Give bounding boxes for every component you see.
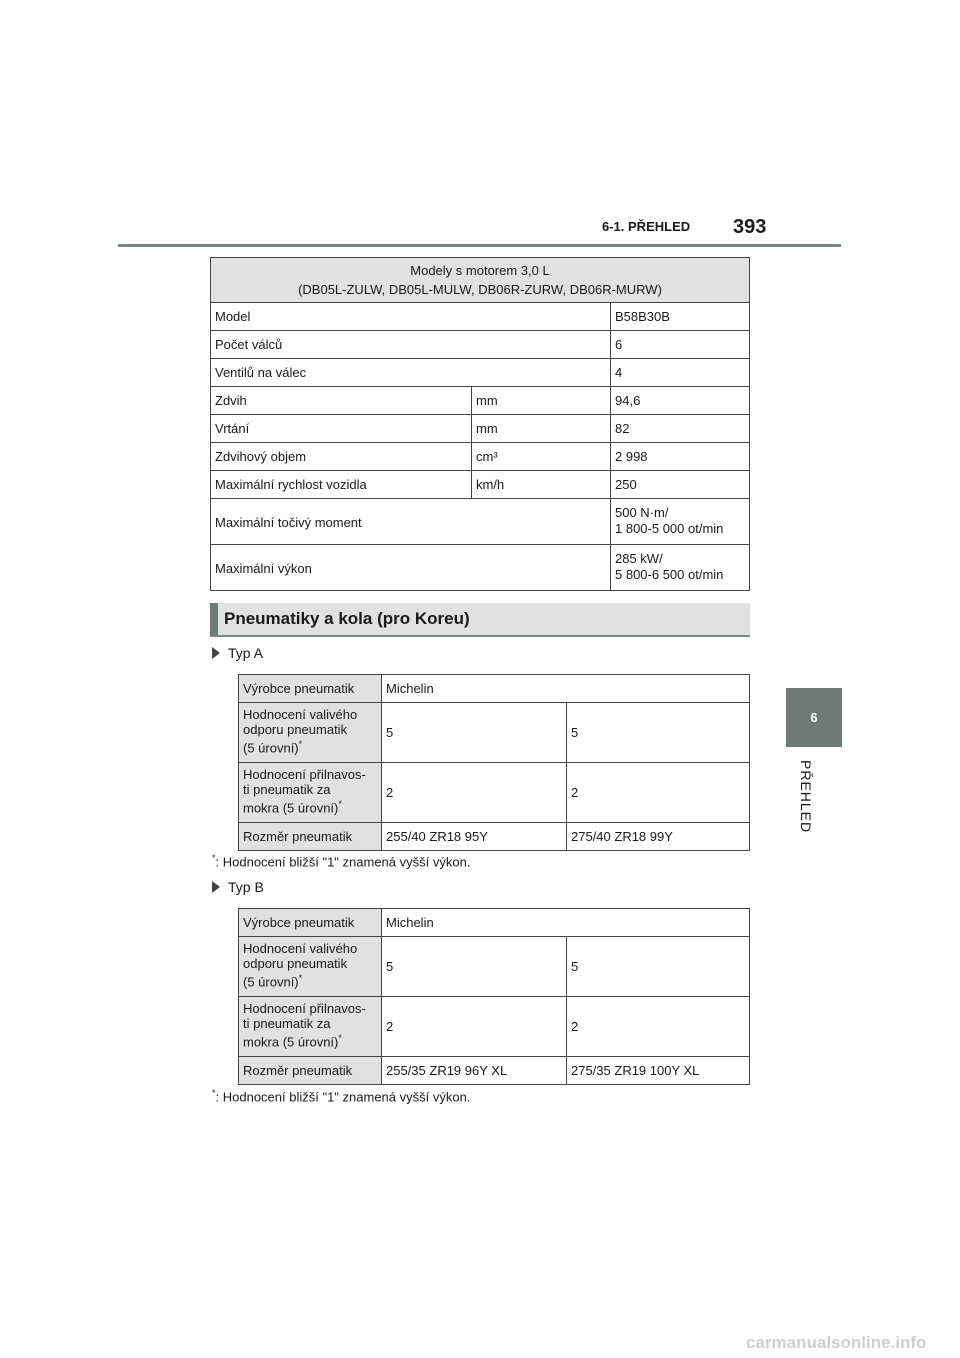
value-line2: 5 800-6 500 ot/min [615,567,724,582]
row-value [611,499,750,545]
footnote-marker: * [338,1033,342,1043]
rolling-rear-value: 5 [567,703,750,763]
row-unit: km/h [472,471,611,499]
value-line1: 285 kW/ [615,551,663,566]
table-row [211,415,750,443]
wet-grip-label [239,997,382,1057]
table-row [239,703,750,763]
row-value: 2 998 [611,443,750,471]
footnote-text: : Hodnocení bližší "1" znamená vyšší výkon. [215,1089,471,1105]
tire-size-rear: 275/40 ZR18 99Y [567,823,750,851]
table-row [239,937,750,997]
section-heading [210,603,750,637]
rolling-front-value: 5 [382,703,567,763]
rolling-resistance-label [239,703,382,763]
engine-spec-table [210,257,750,591]
manufacturer-value: Michelin [382,675,750,703]
row-label: Model [211,303,611,331]
triangle-bullet-icon [212,881,220,893]
row-value [611,545,750,591]
type-a-label [212,645,263,661]
label-line3: (5 úrovní) [243,740,299,756]
triangle-bullet-icon [212,647,220,659]
table-row [239,909,750,937]
table-row [211,359,750,387]
header-rule [118,244,841,247]
table-row [211,499,750,545]
manufacturer-value: Michelin [382,909,750,937]
footnote-marker: * [212,853,216,863]
row-value: 82 [611,415,750,443]
row-value: 250 [611,471,750,499]
footnote [212,1088,470,1104]
chapter-tab: 6 [786,688,842,747]
table-row [239,675,750,703]
type-b-label [212,879,264,895]
table-row [211,471,750,499]
tire-size-label: Rozměr pneumatik [239,1057,382,1085]
label-line3: mokra (5 úrovní) [243,1034,339,1050]
page-number: 393 [733,216,767,238]
footnote [212,853,470,869]
row-label: Ventilů na válec [211,359,611,387]
row-label: Maximální rychlost vozidla [211,471,472,499]
table-row [239,763,750,823]
rolling-rear-value: 5 [567,937,750,997]
engine-table-title [211,258,750,303]
row-label: Počet válců [211,331,611,359]
section-header-title: 6-1. PŘEHLED [602,219,691,234]
row-label: Maximální výkon [211,545,611,591]
type-b-text: Typ B [228,879,264,895]
table-row [239,823,750,851]
section-heading-bar [210,603,218,635]
label-line3: mokra (5 úrovní) [243,800,339,816]
wet-grip-label [239,763,382,823]
table-row [239,997,750,1057]
manufacturer-label: Výrobce pneumatik [239,675,382,703]
footnote-text: : Hodnocení bližší "1" znamená vyšší výkon. [215,854,471,870]
label-line1: Hodnocení přilnavos- [243,767,366,782]
table-row [239,1057,750,1085]
table-row [211,443,750,471]
row-unit: cm³ [472,443,611,471]
wet-front-value: 2 [382,763,567,823]
value-line2: 1 800-5 000 ot/min [615,521,724,536]
rolling-front-value: 5 [382,937,567,997]
label-line1: Hodnocení valivého [243,941,358,956]
table-row [211,387,750,415]
label-line1: Hodnocení valivého [243,707,358,722]
table-row [211,303,750,331]
row-value: B58B30B [611,303,750,331]
watermark: carmanualsonline.info [746,1333,927,1352]
rolling-resistance-label [239,937,382,997]
tire-size-front: 255/35 ZR19 96Y XL [382,1057,567,1085]
row-label: Zdvih [211,387,472,415]
table-row [211,331,750,359]
row-label: Maximální točivý moment [211,499,611,545]
wet-front-value: 2 [382,997,567,1057]
row-value: 4 [611,359,750,387]
label-line2: odporu pneumatik [243,722,348,737]
engine-title-line2: (DB05L-ZULW, DB05L-MULW, DB06R-ZURW, DB06R-MURW) [298,282,662,297]
row-label: Zdvihový objem [211,443,472,471]
tire-size-front: 255/40 ZR18 95Y [382,823,567,851]
label-line3: (5 úrovní) [243,974,299,990]
wet-rear-value: 2 [567,997,750,1057]
row-value: 6 [611,331,750,359]
footnote-marker: * [298,739,303,749]
tire-size-rear: 275/35 ZR19 100Y XL [567,1057,750,1085]
row-unit: mm [472,415,611,443]
engine-title-line1: Modely s motorem 3,0 L [410,263,550,278]
row-unit: mm [472,387,611,415]
label-line2: ti pneumatik za [243,782,331,797]
label-line2: odporu pneumatik [243,956,348,971]
footnote-marker: * [298,973,303,983]
manufacturer-label: Výrobce pneumatik [239,909,382,937]
table-row [211,545,750,591]
row-value: 94,6 [611,387,750,415]
type-a-text: Typ A [228,645,264,661]
tire-table-type-a [238,674,750,851]
chapter-tab-label: PŘEHLED [798,760,814,834]
footnote-marker: * [212,1088,216,1098]
section-heading-text: Pneumatiky a kola (pro Koreu) [224,609,470,628]
row-label: Vrtání [211,415,472,443]
footnote-marker: * [338,799,342,809]
tire-size-label: Rozměr pneumatik [239,823,382,851]
label-line1: Hodnocení přilnavos- [243,1001,366,1016]
value-line1: 500 N·m/ [615,505,669,520]
label-line2: ti pneumatik za [243,1016,331,1031]
wet-rear-value: 2 [567,763,750,823]
tire-table-type-b [238,908,750,1085]
